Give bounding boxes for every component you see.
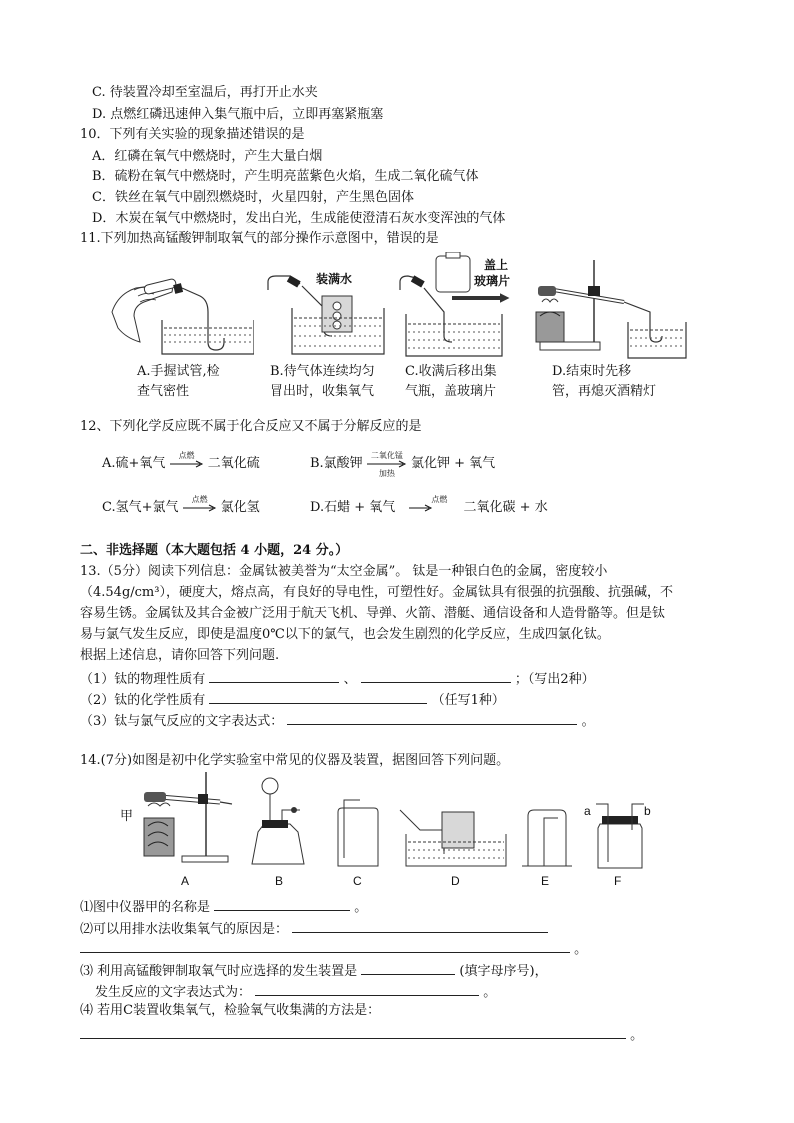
q11-label-full-water: 装满水 <box>316 272 353 286</box>
q14-apparatus-d <box>398 808 510 870</box>
q14-sub-2-prompt: ⑵可以用排水法收集氧气的原因是： <box>80 922 289 937</box>
q12-b-condition-top: 二氧化锰 <box>370 450 403 460</box>
q14-stem: 14.(7分)如图是初中化学实验室中常见的仪器及装置，据图回答下列问题。 <box>80 753 510 768</box>
q12-stem: 12、下列化学反应既不属于化合反应又不属于分解反应的是 <box>80 419 422 434</box>
q11-stem: 11.下列加热高锰酸钾制取氧气的部分操作示意图中，错误的是 <box>80 231 439 246</box>
q14-fig-label-f: F <box>614 874 622 888</box>
q13-para-5: 根据上述信息，请你回答下列问题. <box>80 648 280 663</box>
q14-answer-3b-blank[interactable] <box>255 981 479 996</box>
q14-label-a: a <box>584 804 591 818</box>
q9-option-d: D. 点燃红磷迅速伸入集气瓶中后，立即再塞紧瓶塞 <box>92 107 384 122</box>
q13-sub-2-prompt: （2）钛的化学性质有 <box>80 693 206 708</box>
q14-sub-4-end: 。 <box>630 1028 644 1043</box>
q13-answer-1a-blank[interactable] <box>209 668 339 683</box>
q10-option-c: C．铁丝在氧气中剧烈燃烧时，火星四射，产生黑色固体 <box>92 190 414 205</box>
q14-fig-label-c: C <box>353 874 362 888</box>
q12-d-reactants: D.石蜡 + 氧气 <box>310 500 396 515</box>
q13-sub-3-prompt: （3）钛与氯气反应的文字表达式： <box>80 714 284 729</box>
q13-sub-1-prompt: （1）钛的物理性质有 <box>80 672 206 687</box>
q13-sub-3 <box>80 710 595 731</box>
q14-sub-1-prompt: ⑴图中仪器甲的名称是 <box>80 900 211 915</box>
q12-a-arrow <box>170 450 204 468</box>
q14-apparatus-b <box>250 776 310 870</box>
q13-answer-3-blank[interactable] <box>287 710 577 725</box>
q14-sub-4-cont <box>80 1024 643 1045</box>
q14-label-b: b <box>644 804 651 818</box>
q14-answer-1-blank[interactable] <box>214 896 350 911</box>
q11-label-cover-2: 玻璃片 <box>474 274 511 288</box>
q14-sub-3-cont <box>95 981 496 1002</box>
q13-sub-2-hint: （任写1种） <box>431 693 505 708</box>
q11-label-cover-1: 盖上 <box>484 258 509 272</box>
q12-c-condition: 点燃 <box>191 494 208 504</box>
q12-b-condition-bottom: 加热 <box>378 468 395 478</box>
q12-b-reactants: B.氯酸钾 <box>310 456 363 471</box>
q13-para-3: 容易生锈。金属钛及其合金被广泛用于航天飞机、导弹、火箭、潜艇、通信设备和人造骨骼等。但是钛 <box>80 606 666 621</box>
q10-stem: 10．下列有关实验的现象描述错误的是 <box>80 127 305 142</box>
q12-b-products: 氯化钾 + 氧气 <box>410 456 496 471</box>
q14-apparatus-f <box>590 800 650 870</box>
q13-para-2: （4.54g/cm³），硬度大，熔点高，有良好的导电性，可塑性好。金属钛具有很强的抗强酸、抗强碱，不 <box>80 585 673 600</box>
q14-fig-label-a: A <box>181 874 190 888</box>
section-2-heading: 二、非选择题（本大题包括 4 小题，24 分。） <box>80 543 349 558</box>
q12-b-arrow <box>367 450 407 478</box>
q14-sub-3-hint: (填字母序号)， <box>459 964 548 979</box>
q11-caption-c-2: 气瓶，盖玻璃片 <box>405 384 497 399</box>
q12-d-products: 二氧化碳 + 水 <box>463 500 548 515</box>
q13-answer-1b-blank[interactable] <box>361 668 511 683</box>
q14-apparatus-a <box>134 770 234 870</box>
q13-para-1: 13.（5分）阅读下列信息：金属钛被美誉为“太空金属”。 钛是一种银白色的金属，密度较小 <box>80 564 608 579</box>
q11-caption-d-2: 管，再熄灭酒精灯 <box>552 384 657 399</box>
q11-figure-d <box>532 256 688 360</box>
q14-answer-2a-blank[interactable] <box>292 918 548 933</box>
q14-fig-label-d: D <box>451 874 460 888</box>
q14-answer-4-blank[interactable] <box>80 1024 626 1039</box>
q14-sub-1 <box>80 896 367 917</box>
q12-c-arrow <box>183 494 217 512</box>
q12-a-products: 二氧化硫 <box>207 456 260 471</box>
q14-answer-2b-blank[interactable] <box>80 938 570 953</box>
q12-option-a <box>102 452 260 471</box>
q9-option-c: C. 待装置冷却至室温后，再打开止水夹 <box>92 85 318 100</box>
q14-label-jia: 甲 <box>120 809 134 824</box>
q14-answer-3a-blank[interactable] <box>361 960 455 975</box>
q13-sub-1-separator: 、 <box>343 672 357 687</box>
q12-d-arrow <box>399 494 459 512</box>
q14-sub-2-cont <box>80 938 587 959</box>
q11-caption-a-1: A.手握试管,检 <box>137 364 220 379</box>
q14-sub-2 <box>80 918 548 939</box>
q13-sub-3-end: 。 <box>581 714 595 729</box>
q14-sub-3-prompt: ⑶ 利用高锰酸钾制取氧气时应选择的发生装置是 <box>80 964 358 979</box>
q12-c-products: 氯化氢 <box>220 500 260 515</box>
q12-a-reactants: A.硫+氧气 <box>102 456 166 471</box>
q13-answer-2-blank[interactable] <box>209 689 427 704</box>
q11-figure-a <box>104 272 254 360</box>
q12-d-condition: 点燃 <box>431 494 448 504</box>
q11-caption-d-1: D.结束时先移 <box>552 364 632 379</box>
q14-fig-label-e: E <box>541 874 550 888</box>
q14-apparatus-e <box>522 808 572 870</box>
q11-caption-c-1: C.收满后移出集 <box>405 364 497 379</box>
q14-sub-2-end: 。 <box>574 942 588 957</box>
q12-c-reactants: C.氢气+氯气 <box>102 500 179 515</box>
q14-sub-3-end: 。 <box>483 985 497 1000</box>
q13-para-4: 易与氯气发生反应，即使是温度0℃以下的氯气，也会发生剧烈的化学反应，生成四氯化钛。 <box>80 627 610 642</box>
q13-sub-1-hint: ；（写出2种） <box>514 672 595 687</box>
q12-a-condition: 点燃 <box>178 450 195 460</box>
q11-caption-a-2: 查气密性 <box>137 384 190 399</box>
q14-sub-3-prompt-2: 发生反应的文字表达式为： <box>95 985 252 1000</box>
q14-sub-4: ⑷ 若用C装置收集氧气，检验氧气收集满的方法是： <box>80 1003 381 1018</box>
q12-option-b <box>310 450 496 478</box>
q12-option-d <box>310 496 548 515</box>
q10-option-b: B．硫粉在氧气中燃烧时，产生明亮蓝紫色火焰，生成二氧化硫气体 <box>92 169 479 184</box>
q11-caption-b-2: 冒出时，收集氧气 <box>270 384 375 399</box>
q10-option-d: D．木炭在氧气中燃烧时，发出白光，生成能使澄清石灰水变浑浊的气体 <box>92 211 506 226</box>
q12-option-c <box>102 496 260 515</box>
q10-option-a: A．红磷在氧气中燃烧时，产生大量白烟 <box>92 149 323 164</box>
q14-fig-label-b: B <box>275 874 284 888</box>
q14-sub-3 <box>80 960 548 981</box>
q11-caption-b-1: B.待气体连续均匀 <box>270 364 375 379</box>
q14-apparatus-c <box>330 796 384 870</box>
q11-figure-c <box>396 252 528 360</box>
q13-sub-1 <box>80 668 595 689</box>
q13-sub-2 <box>80 689 505 710</box>
q14-sub-1-end: 。 <box>354 900 368 915</box>
